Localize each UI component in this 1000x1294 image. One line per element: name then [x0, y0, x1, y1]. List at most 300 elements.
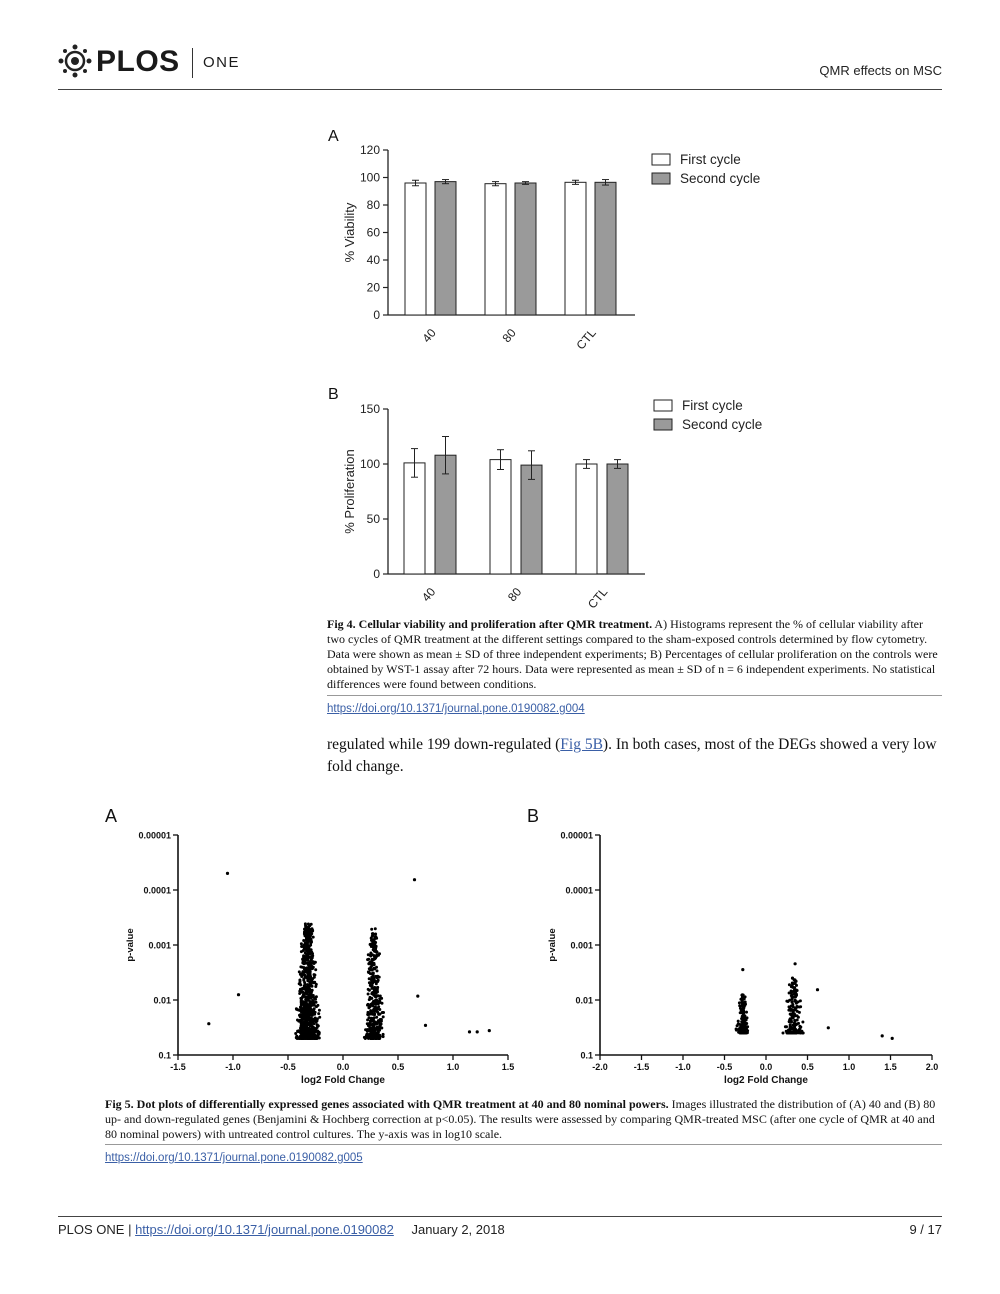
legend-label: Second cycle — [682, 417, 763, 432]
data-point — [372, 972, 375, 975]
x-tick-label: -0.5 — [716, 1062, 733, 1072]
data-point — [308, 933, 311, 936]
data-point — [380, 1023, 383, 1026]
data-point — [304, 1002, 307, 1005]
data-point — [791, 1004, 794, 1007]
data-point — [382, 1033, 385, 1036]
data-point — [309, 1032, 312, 1035]
data-point — [788, 1028, 791, 1031]
data-point — [308, 1013, 311, 1016]
data-point — [299, 982, 302, 985]
data-point — [318, 1009, 321, 1012]
data-point — [304, 922, 307, 925]
data-point — [791, 998, 794, 1001]
data-point — [378, 952, 381, 955]
data-point — [369, 984, 372, 987]
data-point — [370, 937, 373, 940]
data-point — [794, 962, 797, 965]
bar — [595, 182, 616, 315]
data-point — [305, 1010, 308, 1013]
logo-divider — [192, 48, 193, 78]
data-point — [309, 1037, 312, 1040]
data-point — [296, 1019, 299, 1022]
fig4-panel-b-label: B — [328, 386, 339, 403]
data-point — [303, 934, 306, 937]
data-point — [309, 978, 312, 981]
fig5b-chart — [527, 825, 947, 1090]
data-point — [307, 961, 310, 964]
data-point — [789, 1023, 792, 1026]
data-point — [476, 1030, 479, 1033]
y-tick-label: 0 — [373, 567, 380, 581]
data-point — [368, 1027, 371, 1030]
x-tick-label: 40 — [419, 325, 439, 346]
data-point — [792, 1012, 795, 1015]
y-tick-label: 0.0001 — [565, 885, 593, 896]
fig4-caption-title: Fig 4. Cellular viability and proliferation after QMR treatment. — [327, 617, 653, 631]
data-point — [300, 1003, 303, 1006]
data-point — [379, 995, 382, 998]
data-point — [317, 1012, 320, 1015]
y-tick-label: 80 — [366, 198, 380, 212]
data-point — [374, 995, 377, 998]
y-tick-label: 120 — [359, 143, 380, 157]
data-point — [237, 993, 240, 996]
data-point — [369, 997, 372, 1000]
data-point — [424, 1024, 427, 1027]
data-point — [303, 971, 306, 974]
data-point — [318, 1033, 321, 1036]
legend-label: First cycle — [682, 398, 743, 413]
data-point — [305, 991, 308, 994]
data-point — [373, 1002, 376, 1005]
data-point — [313, 1022, 316, 1025]
data-point — [371, 963, 374, 966]
data-point — [827, 1026, 830, 1029]
y-tick-label: 50 — [366, 512, 380, 526]
bar — [521, 465, 542, 574]
data-point — [207, 1022, 210, 1025]
data-point — [305, 929, 308, 932]
data-point — [307, 971, 310, 974]
data-point — [318, 1016, 321, 1019]
data-point — [300, 1024, 303, 1027]
x-tick-label: 1.0 — [446, 1062, 460, 1072]
bar — [405, 183, 426, 315]
data-point — [737, 1020, 740, 1023]
data-point — [881, 1034, 884, 1037]
fig5-caption-rule — [105, 1144, 942, 1145]
data-point — [371, 940, 374, 943]
data-point — [303, 962, 306, 965]
data-point — [373, 957, 376, 960]
footer-doi-link[interactable]: https://doi.org/10.1371/journal.pone.0190082 — [135, 1222, 394, 1237]
data-point — [313, 974, 316, 977]
bar — [607, 464, 628, 574]
fig4-caption — [327, 617, 942, 692]
x-tick-label: 0.5 — [391, 1062, 405, 1072]
data-point — [375, 1023, 378, 1026]
legend-swatch — [654, 419, 672, 430]
x-tick-label: 0.0 — [759, 1062, 773, 1072]
data-point — [307, 1022, 310, 1025]
data-point — [310, 955, 313, 958]
data-point — [788, 1005, 791, 1008]
data-point — [373, 943, 376, 946]
bar — [515, 183, 536, 315]
data-point — [742, 1031, 745, 1034]
data-point — [745, 1031, 748, 1034]
data-point — [742, 1013, 745, 1016]
data-point — [745, 1028, 748, 1031]
data-point — [791, 1001, 794, 1004]
data-point — [302, 949, 305, 952]
data-point — [374, 927, 377, 930]
fig4-caption-body: A) Histograms represent the % of cellular viability after two cycles of QMR treatment at the different settings compared to the sham-exposed controls determined by flow cytometry. Data were shown as mean ± SD of three independent experiments; B) Percentages of cellular proliferation on the controls were obtained by WST-1 assay after 72 hours. Data were represented as mean ± SD of n = 6 independent experiments. No statistical differences were found between conditions. — [327, 617, 938, 691]
data-point — [793, 1020, 796, 1023]
data-point — [796, 1010, 799, 1013]
data-point — [306, 937, 309, 940]
legend-label: First cycle — [680, 152, 741, 167]
data-point — [791, 1031, 794, 1034]
data-point — [300, 1027, 303, 1030]
data-point — [301, 997, 304, 1000]
y-tick-label: 100 — [359, 457, 380, 471]
bar — [435, 182, 456, 315]
y-tick-label: 20 — [366, 280, 380, 295]
y-axis-label: % Proliferation — [342, 449, 357, 534]
x-tick-label: 0.0 — [336, 1062, 350, 1072]
bar — [490, 460, 511, 574]
data-point — [797, 1000, 800, 1003]
data-point — [367, 970, 370, 973]
data-point — [371, 958, 374, 961]
y-tick-label: 0.01 — [575, 995, 593, 1006]
footer-journal: PLOS ONE | — [58, 1222, 136, 1237]
fig4-panel-a-label: A — [328, 128, 339, 145]
legend-swatch — [654, 400, 672, 411]
data-point — [370, 943, 373, 946]
data-point — [370, 1017, 373, 1020]
data-point — [301, 1017, 304, 1020]
data-point — [310, 939, 313, 942]
data-point — [371, 977, 374, 980]
data-point — [370, 980, 373, 983]
data-point — [301, 966, 304, 969]
y-axis-label: p-value — [125, 928, 136, 962]
y-tick-label: 0.01 — [153, 995, 171, 1006]
data-point — [371, 932, 374, 935]
data-point — [309, 964, 312, 967]
data-point — [304, 941, 307, 944]
data-point — [311, 952, 314, 955]
data-point — [375, 992, 378, 995]
data-point — [738, 1004, 741, 1007]
legend-swatch — [652, 173, 670, 184]
footer-date: January 2, 2018 — [411, 1222, 505, 1237]
data-point — [743, 1025, 746, 1028]
data-point — [309, 991, 312, 994]
data-point — [787, 1000, 790, 1003]
data-point — [376, 1037, 379, 1040]
x-tick-label: 1.5 — [884, 1062, 897, 1072]
fig5-caption-title: Fig 5. Dot plots of differentially expressed genes associated with QMR treatment at 40 and 80 nominal powers. — [105, 1097, 669, 1111]
data-point — [379, 1018, 382, 1021]
x-tick-label: 1.0 — [842, 1062, 856, 1072]
data-point — [367, 988, 370, 991]
data-point — [301, 958, 304, 961]
data-point — [311, 1014, 314, 1017]
data-point — [795, 994, 798, 997]
data-point — [312, 1002, 315, 1005]
fig5-panel-b-label: B — [527, 806, 540, 826]
y-tick-label: 150 — [359, 402, 380, 416]
data-point — [305, 952, 308, 955]
data-point — [791, 977, 794, 980]
data-point — [373, 1035, 376, 1038]
data-point — [302, 993, 305, 996]
data-point — [308, 968, 311, 971]
data-point — [302, 1009, 305, 1012]
x-tick-label: -0.5 — [280, 1062, 296, 1072]
data-point — [782, 1032, 785, 1035]
page-header — [58, 40, 942, 90]
data-point — [301, 991, 304, 994]
journal-name: ONE — [203, 54, 241, 71]
y-tick-label: 0 — [373, 308, 380, 322]
data-point — [310, 996, 313, 999]
x-tick-label: 1.5 — [501, 1062, 515, 1072]
footer-page-number: 9 / 17 — [909, 1222, 942, 1237]
data-point — [372, 987, 375, 990]
data-point — [413, 878, 416, 881]
fig5-doi-link[interactable]: https://doi.org/10.1371/journal.pone.0190082.g005 — [105, 1152, 363, 1164]
data-point — [376, 975, 379, 978]
bar — [576, 464, 597, 574]
y-tick-label: 0.1 — [158, 1050, 171, 1061]
y-tick-label: 40 — [366, 253, 380, 267]
legend-label: Second cycle — [680, 171, 761, 186]
y-tick-label: 0.00001 — [560, 830, 593, 841]
data-point — [796, 1014, 799, 1017]
body-paragraph — [327, 734, 942, 778]
data-point — [795, 1030, 798, 1033]
data-point — [796, 989, 799, 992]
data-point — [369, 966, 372, 969]
data-point — [312, 981, 315, 984]
header-rule — [58, 89, 942, 90]
data-point — [376, 1027, 379, 1030]
data-point — [376, 1000, 379, 1003]
x-tick-label: 2.0 — [925, 1062, 939, 1072]
data-point — [739, 1023, 742, 1026]
data-point — [799, 1005, 802, 1008]
x-tick-label: -1.5 — [170, 1062, 186, 1072]
data-point — [741, 968, 744, 971]
running-title: QMR effects on MSC — [819, 63, 942, 78]
x-tick-label: 80 — [499, 325, 519, 346]
y-axis-label: % Viability — [342, 202, 357, 263]
data-point — [791, 1027, 794, 1030]
data-point — [798, 1025, 801, 1028]
fig5-caption-body: Images illustrated the distribution of (A) 40 and (B) 80 up- and down-regulated genes (Benjamini & Hochberg correction at p<0.05). The results were assessed by comparing QMR-treated MSC (after one cycle of QMR at 40 and 80 nominal powers) with untreated control cultures. The y-axis was in log10 scale. — [105, 1097, 936, 1141]
y-tick-label: 0.001 — [570, 940, 593, 951]
data-point — [786, 1032, 789, 1035]
data-point — [735, 1029, 738, 1032]
footer-rule — [58, 1216, 942, 1217]
data-point — [298, 979, 301, 982]
data-point — [373, 1016, 376, 1019]
data-point — [369, 1034, 372, 1037]
data-point — [309, 975, 312, 978]
data-point — [303, 1028, 306, 1031]
data-point — [312, 1009, 315, 1012]
x-tick-label: -1.5 — [633, 1062, 650, 1072]
data-point — [793, 1000, 796, 1003]
data-point — [742, 1009, 745, 1012]
x-tick-label: 40 — [418, 584, 439, 605]
data-point — [300, 1007, 303, 1010]
x-tick-label: CTL — [573, 325, 599, 353]
data-point — [312, 936, 315, 939]
data-point — [369, 1004, 372, 1007]
data-point — [789, 1018, 792, 1021]
data-point — [370, 928, 373, 931]
data-point — [377, 1002, 380, 1005]
y-tick-label: 0.0001 — [143, 885, 171, 896]
fig5-caption — [105, 1097, 942, 1142]
data-point — [307, 944, 310, 947]
data-point — [307, 923, 310, 926]
data-point — [307, 949, 310, 952]
data-point — [366, 958, 369, 961]
data-point — [816, 988, 819, 991]
fig4-caption-rule — [327, 695, 942, 696]
data-point — [314, 1017, 317, 1020]
data-point — [744, 995, 747, 998]
fig4b-chart — [330, 398, 800, 613]
data-point — [316, 1023, 319, 1026]
fig5b-link[interactable]: Fig 5B — [560, 736, 603, 753]
data-point — [312, 961, 315, 964]
data-point — [314, 968, 317, 971]
page-footer — [58, 1222, 942, 1237]
data-point — [226, 872, 229, 875]
y-tick-label: 60 — [366, 225, 380, 240]
data-point — [741, 1003, 744, 1006]
x-tick-label: -1.0 — [675, 1062, 691, 1072]
data-point — [316, 1019, 319, 1022]
data-point — [784, 1025, 787, 1028]
logo-text: PLOS — [96, 45, 180, 78]
data-point — [308, 1018, 311, 1021]
data-point — [370, 1037, 373, 1040]
data-point — [367, 993, 370, 996]
data-point — [294, 1032, 297, 1035]
data-point — [791, 984, 794, 987]
data-point — [305, 976, 308, 979]
bar — [485, 184, 506, 315]
data-point — [369, 954, 372, 957]
data-point — [742, 1020, 745, 1023]
data-point — [371, 1026, 374, 1029]
y-tick-label: 100 — [359, 170, 380, 185]
data-point — [375, 1010, 378, 1013]
bar — [404, 463, 425, 574]
fig5a-chart — [105, 825, 525, 1090]
data-point — [373, 967, 376, 970]
bar — [565, 182, 586, 315]
data-point — [313, 1029, 316, 1032]
data-point — [743, 1023, 746, 1026]
data-point — [367, 1011, 370, 1014]
data-point — [304, 1015, 307, 1018]
data-point — [369, 1012, 372, 1015]
fig4a-chart — [330, 140, 800, 365]
data-point — [304, 997, 307, 1000]
data-point — [382, 1015, 385, 1018]
x-tick-label: -1.0 — [225, 1062, 241, 1072]
data-point — [310, 1028, 313, 1031]
data-point — [298, 1029, 301, 1032]
body-text-after: ). In both cases, most of the DEGs showed a very low fold change. — [327, 736, 937, 775]
data-point — [375, 1016, 378, 1019]
data-point — [315, 1005, 318, 1008]
data-point — [309, 929, 312, 932]
y-tick-label: 0.1 — [580, 1050, 593, 1061]
data-point — [741, 993, 744, 996]
data-point — [375, 937, 378, 940]
data-point — [793, 1025, 796, 1028]
data-point — [305, 956, 308, 959]
data-point — [793, 1014, 796, 1017]
data-point — [416, 995, 419, 998]
data-point — [379, 1035, 382, 1038]
data-point — [311, 985, 314, 988]
body-text-before: regulated while 199 down-regulated ( — [327, 736, 561, 753]
data-point — [793, 986, 796, 989]
data-point — [308, 1002, 311, 1005]
data-point — [801, 1021, 804, 1024]
x-tick-label: 80 — [504, 584, 525, 605]
data-point — [301, 987, 304, 990]
data-point — [297, 1008, 300, 1011]
data-point — [368, 977, 371, 980]
data-point — [298, 970, 301, 973]
data-point — [468, 1030, 471, 1033]
fig4-doi-link[interactable]: https://doi.org/10.1371/journal.pone.0190082.g004 — [327, 703, 585, 715]
data-point — [795, 1005, 798, 1008]
data-point — [308, 985, 311, 988]
x-axis-label: log2 Fold Change — [724, 1075, 808, 1086]
data-point — [377, 1013, 380, 1016]
data-point — [745, 1011, 748, 1014]
data-point — [376, 980, 379, 983]
data-point — [303, 981, 306, 984]
data-point — [741, 1001, 744, 1004]
fig5-panel-a-label: A — [105, 806, 118, 826]
data-point — [381, 1011, 384, 1014]
y-axis-label: p-value — [547, 928, 558, 962]
data-point — [313, 996, 316, 999]
x-tick-label: 0.5 — [801, 1062, 814, 1072]
data-point — [301, 1037, 304, 1040]
data-point — [312, 1037, 315, 1040]
plos-logo-icon — [58, 44, 92, 78]
data-point — [300, 942, 303, 945]
data-point — [302, 1034, 305, 1037]
x-tick-label: CTL — [585, 584, 611, 612]
